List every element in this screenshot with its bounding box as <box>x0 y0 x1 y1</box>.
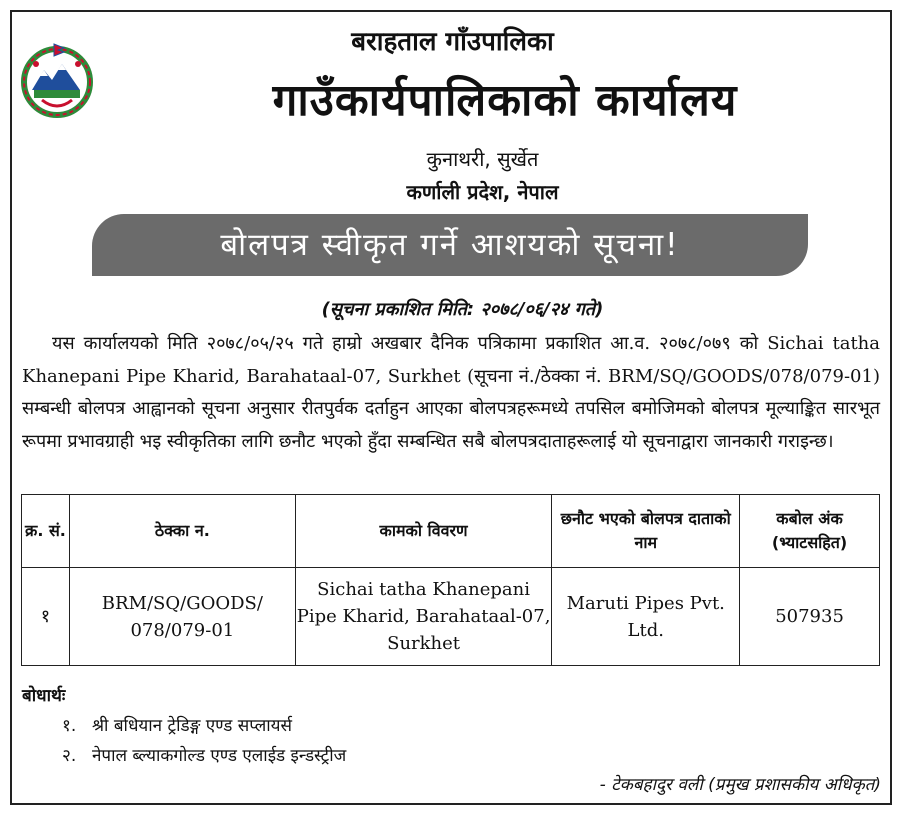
notice-title-banner: बोलपत्र स्वीकृत गर्ने आशयको सूचना! <box>92 214 808 276</box>
header-bid-amount: कबोल अंक (भ्याटसहित) <box>740 495 880 568</box>
header-selected-bidder: छनौट भएको बोलपत्र दाताको नाम <box>552 495 740 568</box>
address-line-1: कुनाथरी, सुर्खेत <box>426 147 539 171</box>
cell-selected-bidder: Maruti Pipes Pvt. Ltd. <box>552 568 740 666</box>
cc-item-text: श्री बधियान ट्रेडिङ्ग एण्ड सप्लायर्स <box>92 716 293 736</box>
header-sn: क्र. सं. <box>22 495 70 568</box>
cell-work-description: Sichai tatha Khanepani Pipe Kharid, Barahataal-07, Surkhet <box>295 568 552 666</box>
cell-bid-amount: 507935 <box>740 568 880 666</box>
award-table <box>21 494 880 666</box>
table-row <box>22 568 880 666</box>
table-header-row <box>22 495 880 568</box>
address-line-2: कर्णाली प्रदेश, नेपाल <box>406 180 559 204</box>
cc-item-text: नेपाल ब्ल्याकगोल्ड एण्ड एलाईड इन्डस्ट्रीज <box>92 746 347 766</box>
cc-label: बोधार्थः <box>22 686 66 706</box>
header-work-description: कामको विवरण <box>295 495 552 568</box>
notice-body <box>22 328 880 458</box>
cc-item-number: २. <box>62 746 77 766</box>
office-title: गाउँकार्यपालिकाको कार्यालय <box>272 75 738 126</box>
publication-date: (सूचना प्रकाशित मिति: २०७८/०६/२४ गते) <box>321 299 604 320</box>
cell-contract-no: BRM/SQ/GOODS/ 078/079-01 <box>69 568 295 666</box>
cc-item <box>62 743 346 766</box>
cc-item-number: १. <box>62 716 77 736</box>
signature: - टेकबहादुर वली (प्रमुख प्रशासकीय अधिकृत) <box>599 775 881 795</box>
cc-item <box>62 713 292 736</box>
header-contract-no: ठेक्का न. <box>69 495 295 568</box>
municipality-name: बराहताल गाँउपालिका <box>351 27 554 57</box>
notice-body-text: यस कार्यालयको मिति २०७८/०५/२५ गते हाम्रो अखबार दैनिक पत्रिकामा प्रकाशित आ.व. २०७८/०७९ को Sichai tatha Khanepani Pipe Kharid, Barahataal-07, Surkhet (सूचना नं./ठेक्का नं. BRM/SQ/GOODS/078/079-01) सम्बन्धी बोलपत्र आह्वानको सूचना अनुसार रीतपुर्वक दर्ताहुन आएका बोलपत्रहरूमध्ये तपसिल बमोजिमको बोलपत्र मूल्याङ्कित सारभूत रूपमा प्रभावग्राही भइ स्वीकृतिका लागि छनौट भएको हुँदा सम्बन्धित सबै बोलपत्रदाताहरूलाई यो सूचनाद्वारा जानकारी गराइन्छ। <box>22 333 880 452</box>
cell-sn: १ <box>22 568 70 666</box>
